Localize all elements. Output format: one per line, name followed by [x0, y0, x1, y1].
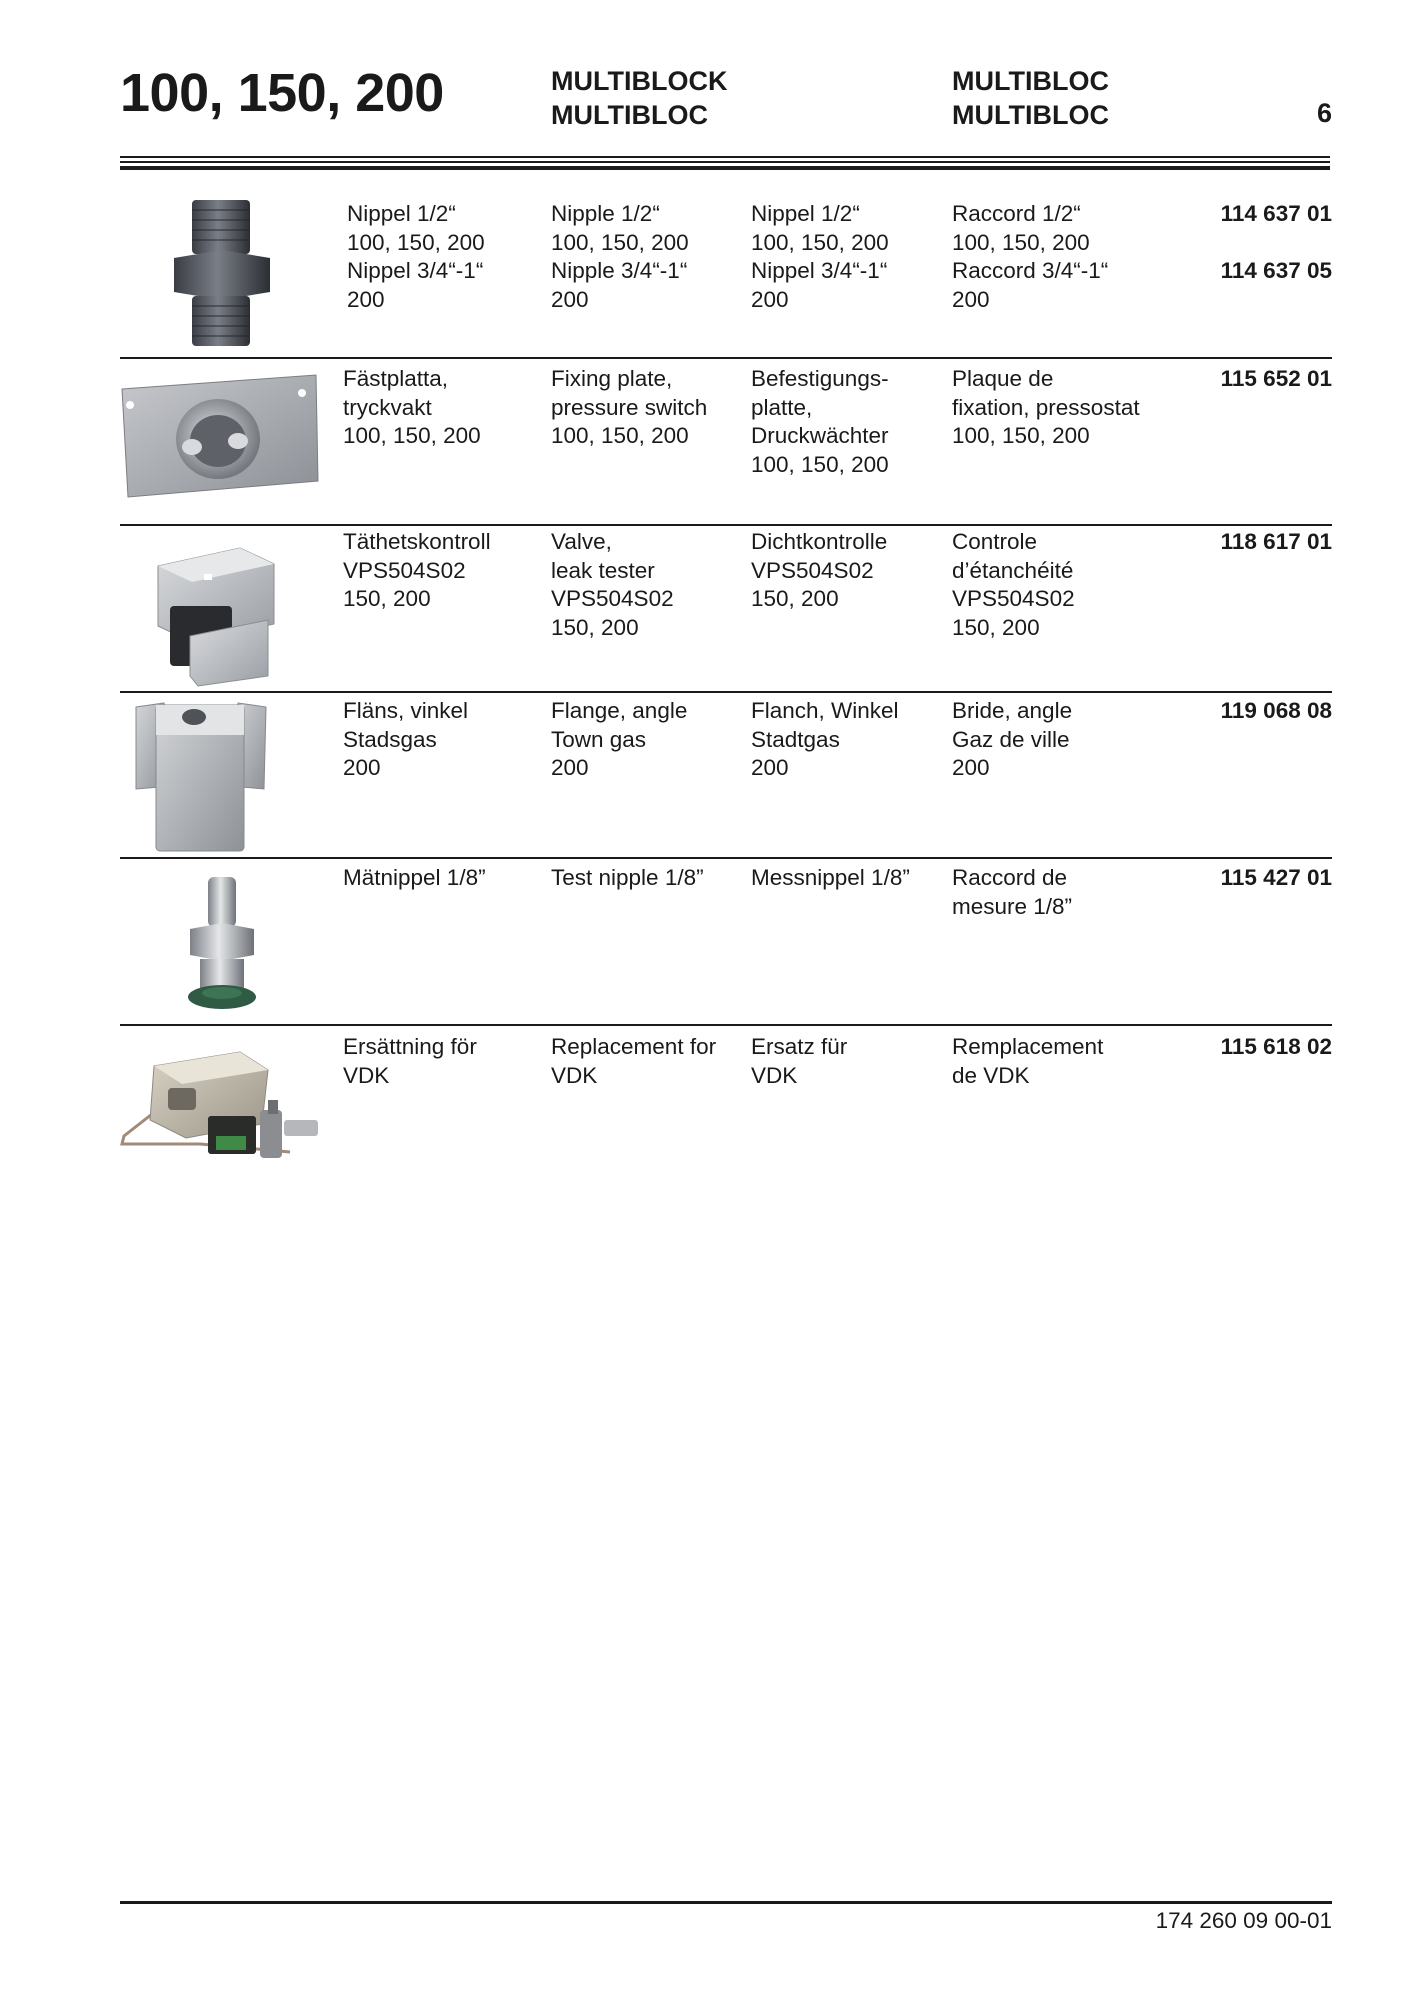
- text-line: Nippel 1/2“: [347, 201, 456, 226]
- text-line: 100, 150, 200: [343, 423, 481, 448]
- text-line: Replacement for: [551, 1034, 717, 1059]
- text-line: Test nipple 1/8”: [551, 865, 704, 890]
- part-number-group: [1221, 200, 1332, 286]
- text-line: Stadtgas: [751, 726, 840, 752]
- text-line: Fläns, vinkel: [343, 698, 469, 723]
- text-line: 150, 200: [343, 586, 431, 611]
- description-german: [751, 864, 910, 893]
- text-line: 200: [751, 286, 789, 312]
- part-number: 114 637 05: [1220, 258, 1332, 283]
- document-number: 174 260 09 00-01: [1155, 1908, 1332, 1933]
- text-line: Befestigungs-: [751, 366, 889, 391]
- header-product-col2: [952, 64, 1109, 132]
- row-divider: [120, 691, 1332, 693]
- text-line: 100, 150, 200: [751, 451, 889, 477]
- text-line: leak tester: [551, 557, 655, 583]
- description-swedish: [343, 1033, 477, 1090]
- text-line: 100, 150, 200: [551, 423, 689, 448]
- description-english: [551, 200, 689, 314]
- description-german: [751, 528, 887, 614]
- header-product-line: MULTIBLOC: [551, 100, 708, 130]
- text-line: Druckwächter: [751, 423, 889, 448]
- text-line: Raccord 1/2“: [952, 201, 1081, 226]
- text-line: 200: [751, 755, 789, 780]
- text-line: Nipple 3/4“-1“: [551, 258, 688, 283]
- text-line: Town gas: [551, 726, 647, 752]
- row-divider: [120, 357, 1332, 359]
- part-number-group: [1221, 365, 1332, 394]
- text-line: platte,: [751, 394, 813, 420]
- part-number-group: [1221, 864, 1332, 893]
- text-line: pressure switch: [551, 394, 708, 420]
- text-line: Raccord de: [952, 865, 1068, 890]
- text-line: Gaz de ville: [952, 726, 1070, 752]
- nipple-photo: [168, 198, 276, 348]
- description-swedish: [347, 200, 485, 314]
- leak-tester-valve-photo: [150, 538, 280, 688]
- text-line: VPS504S02: [551, 586, 674, 611]
- header-product-line: MULTIBLOC: [952, 66, 1109, 96]
- part-number: 115 427 01: [1220, 865, 1332, 890]
- text-line: Mätnippel 1/8”: [343, 865, 486, 890]
- header-product-line: MULTIBLOCK: [551, 66, 728, 96]
- description-swedish: [343, 365, 481, 451]
- description-french: [952, 864, 1072, 921]
- text-line: VPS504S02: [952, 586, 1075, 611]
- text-line: Messnippel 1/8”: [751, 865, 910, 890]
- description-french: [952, 528, 1075, 642]
- description-german: [751, 1033, 847, 1090]
- header-rule-1: [120, 156, 1330, 158]
- description-german: [751, 365, 889, 479]
- description-english: [551, 1033, 716, 1090]
- text-line: 100, 150, 200: [347, 229, 485, 255]
- text-line: 100, 150, 200: [751, 229, 889, 255]
- part-number: 115 618 02: [1220, 1034, 1332, 1059]
- description-german: [751, 200, 889, 314]
- description-english: [551, 697, 687, 783]
- text-line: Stadsgas: [343, 726, 437, 752]
- row-divider: [120, 524, 1332, 526]
- text-line: 100, 150, 200: [551, 229, 689, 255]
- text-line: Raccord 3/4“-1“: [952, 258, 1109, 283]
- part-number-spacer: [1221, 229, 1332, 258]
- text-line: 200: [551, 755, 589, 780]
- fixing-plate-photo: [120, 369, 320, 499]
- text-line: VDK: [751, 1062, 798, 1088]
- text-line: d’étanchéité: [952, 557, 1074, 583]
- text-line: Täthetskontroll: [343, 529, 491, 554]
- text-line: Fixing plate,: [551, 366, 673, 391]
- text-line: 200: [952, 755, 990, 780]
- text-line: 150, 200: [751, 586, 839, 611]
- part-number-group: [1221, 1033, 1332, 1062]
- model-title: 100, 150, 200: [120, 63, 444, 123]
- vdk-replacement-photo: [120, 1040, 325, 1178]
- text-line: fixation, pressostat: [952, 394, 1140, 420]
- header-product-line: MULTIBLOC: [952, 100, 1109, 130]
- text-line: VPS504S02: [343, 557, 466, 583]
- angle-flange-photo: [130, 697, 270, 855]
- text-line: Bride, angle: [952, 698, 1073, 723]
- footer-rule: [120, 1901, 1332, 1904]
- text-line: 200: [343, 755, 381, 780]
- text-line: VPS504S02: [751, 557, 874, 583]
- text-line: Ersättning för: [343, 1034, 477, 1059]
- text-line: Valve,: [551, 529, 612, 554]
- text-line: VDK: [551, 1062, 598, 1088]
- description-english: [551, 528, 674, 642]
- text-line: Plaque de: [952, 366, 1054, 391]
- description-french: [952, 697, 1072, 783]
- description-french: [952, 365, 1140, 451]
- text-line: Nipple 1/2“: [551, 201, 660, 226]
- description-swedish: [343, 697, 468, 783]
- part-number-group: [1221, 528, 1332, 557]
- text-line: Nippel 1/2“: [751, 201, 860, 226]
- description-english: [551, 365, 707, 451]
- text-line: tryckvakt: [343, 394, 432, 420]
- text-line: 200: [952, 286, 990, 312]
- text-line: 150, 200: [952, 614, 1040, 640]
- text-line: 100, 150, 200: [952, 423, 1090, 448]
- row-divider: [120, 857, 1332, 859]
- text-line: Flange, angle: [551, 698, 688, 723]
- text-line: 150, 200: [551, 614, 639, 640]
- text-line: Ersatz für: [751, 1034, 848, 1059]
- text-line: VDK: [343, 1062, 390, 1088]
- part-number: 115 652 01: [1220, 366, 1332, 391]
- text-line: Nippel 3/4“-1“: [347, 258, 484, 283]
- page-number: 6: [1316, 98, 1332, 128]
- description-german: [751, 697, 899, 783]
- row-divider: [120, 1024, 1332, 1026]
- text-line: 200: [347, 286, 385, 312]
- description-english: [551, 864, 704, 893]
- part-number: 119 068 08: [1220, 698, 1332, 723]
- text-line: 100, 150, 200: [952, 229, 1090, 255]
- description-french: [952, 200, 1108, 314]
- text-line: Nippel 3/4“-1“: [751, 258, 888, 283]
- part-number: 118 617 01: [1220, 529, 1332, 554]
- part-number: 114 637 01: [1220, 201, 1332, 226]
- description-swedish: [343, 528, 491, 614]
- header-rule-3: [120, 166, 1330, 170]
- header-rule-2: [120, 161, 1330, 163]
- text-line: Fästplatta,: [343, 366, 449, 391]
- text-line: Remplacement: [952, 1034, 1104, 1059]
- text-line: Dichtkontrolle: [751, 529, 888, 554]
- text-line: Controle: [952, 529, 1038, 554]
- part-number-group: [1221, 697, 1332, 726]
- description-french: [952, 1033, 1103, 1090]
- description-swedish: [343, 864, 486, 893]
- text-line: de VDK: [952, 1062, 1030, 1088]
- header-product-col1: [551, 64, 727, 132]
- text-line: 200: [551, 286, 589, 312]
- text-line: mesure 1/8”: [952, 893, 1073, 919]
- text-line: Flanch, Winkel: [751, 698, 899, 723]
- test-nipple-photo: [182, 875, 262, 1013]
